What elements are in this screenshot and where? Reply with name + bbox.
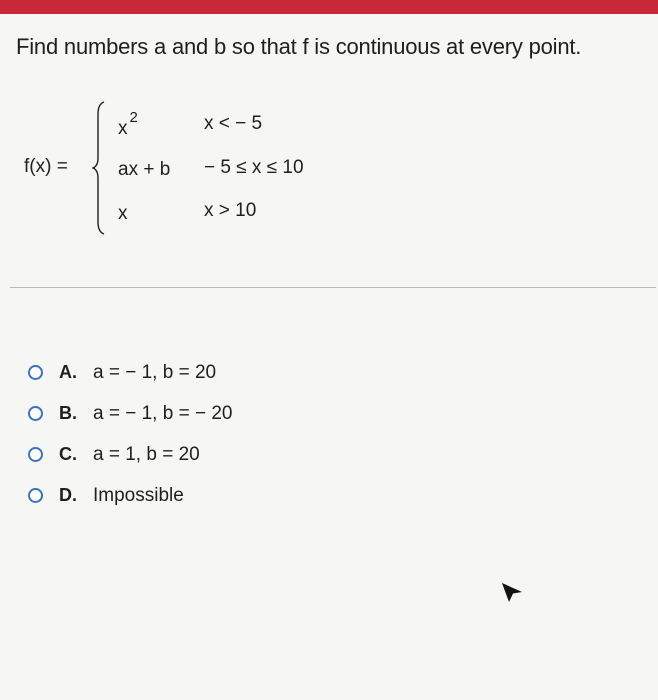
radio-icon[interactable]	[28, 447, 43, 462]
case-1-expression	[118, 109, 138, 140]
option-c-letter: C.	[59, 444, 77, 464]
case-1-condition: x < − 5	[204, 113, 263, 134]
mouse-cursor-icon	[500, 580, 526, 604]
case-3-expression: x	[118, 203, 128, 224]
option-d-text: Impossible	[93, 484, 184, 506]
option-c[interactable]	[28, 434, 232, 475]
case-2-expression: ax + b	[118, 159, 171, 180]
piecewise-brace	[92, 100, 108, 236]
option-b-letter: B.	[59, 403, 77, 423]
case-1-exponent: 2	[129, 109, 138, 126]
option-d-letter: D.	[59, 485, 77, 505]
option-d[interactable]	[28, 475, 232, 516]
option-a-text: a = − 1, b = 20	[93, 361, 217, 383]
option-b-text: a = − 1, b = − 20	[93, 402, 233, 424]
case-2-condition: − 5 ≤ x ≤ 10	[204, 157, 304, 178]
question-text: Find numbers a and b so that f is continuous at every point.	[16, 34, 582, 59]
case-3-condition: x > 10	[204, 200, 257, 221]
option-c-text: a = 1, b = 20	[93, 443, 200, 465]
answer-options	[28, 352, 232, 516]
radio-icon[interactable]	[28, 406, 43, 421]
option-a-letter: A.	[59, 362, 77, 382]
top-accent-bar	[0, 0, 658, 14]
radio-icon[interactable]	[28, 488, 43, 503]
option-b[interactable]	[28, 393, 232, 434]
function-label: f(x) =	[24, 156, 68, 177]
option-a[interactable]	[28, 352, 232, 393]
case-1-base: x	[118, 118, 128, 139]
radio-icon[interactable]	[28, 365, 43, 380]
section-divider	[10, 287, 656, 288]
